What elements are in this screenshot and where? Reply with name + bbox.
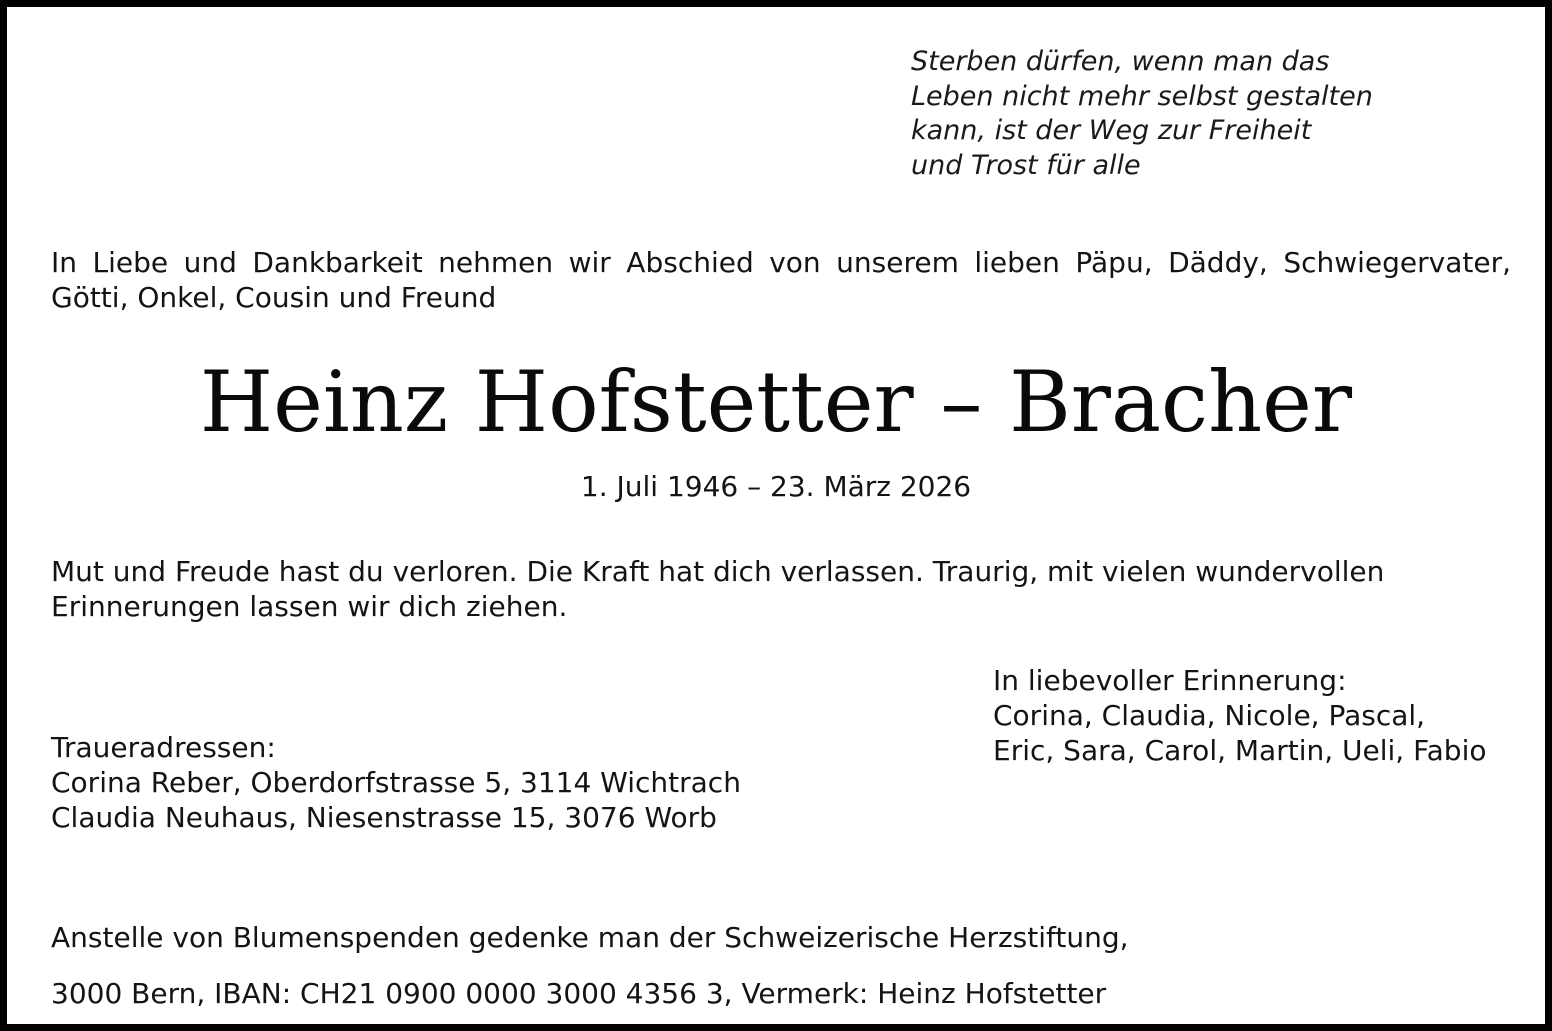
address-line: Claudia Neuhaus, Niesenstrasse 15, 3076 Worb (51, 801, 717, 834)
mourners-heading: In liebevoller Erinnerung: (993, 664, 1347, 697)
motto-line: Leben nicht mehr selbst gestalten (911, 80, 1373, 112)
motto-quote (911, 45, 1373, 183)
deceased-name: Heinz Hofstetter – Bracher (199, 353, 1353, 451)
donation-block (51, 910, 1129, 1022)
addresses-heading: Traueradressen: (51, 731, 276, 764)
motto-line: kann, ist der Weg zur Freiheit (911, 115, 1312, 146)
addresses-block (51, 730, 741, 835)
address-line: Corina Reber, Oberdorfstrasse 5, 3114 Wichtrach (51, 766, 741, 799)
tribute-line: Mut und Freude hast du verloren. Die Kraft hat dich verlassen. Traurig, mit vielen wundervollen (51, 555, 1385, 588)
mourners-line: Corina, Claudia, Nicole, Pascal, (993, 699, 1426, 732)
mourners-block (993, 663, 1487, 768)
donation-line: Anstelle von Blumenspenden gedenke man der Schweizerische Herzstiftung, (51, 921, 1129, 954)
motto-line: Sterben dürfen, wenn man das (911, 46, 1330, 77)
life-dates: 1. Juli 1946 – 23. März 2026 (580, 470, 972, 503)
mourners-line: Eric, Sara, Carol, Martin, Ueli, Fabio (993, 734, 1487, 767)
tribute-line: Erinnerungen lassen wir dich ziehen. (51, 590, 568, 623)
donation-line: 3000 Bern, IBAN: CH21 0900 0000 3000 4356 3, Vermerk: Heinz Hofstetter (51, 977, 1107, 1010)
intro-text: In Liebe und Dankbarkeit nehmen wir Abschied von unserem lieben Päpu, Däddy, Schwiegervater, Götti, Onkel, Cousin und Freund (51, 246, 1511, 314)
motto-line: und Trost für alle (911, 149, 1141, 181)
tribute-text (51, 554, 1384, 624)
